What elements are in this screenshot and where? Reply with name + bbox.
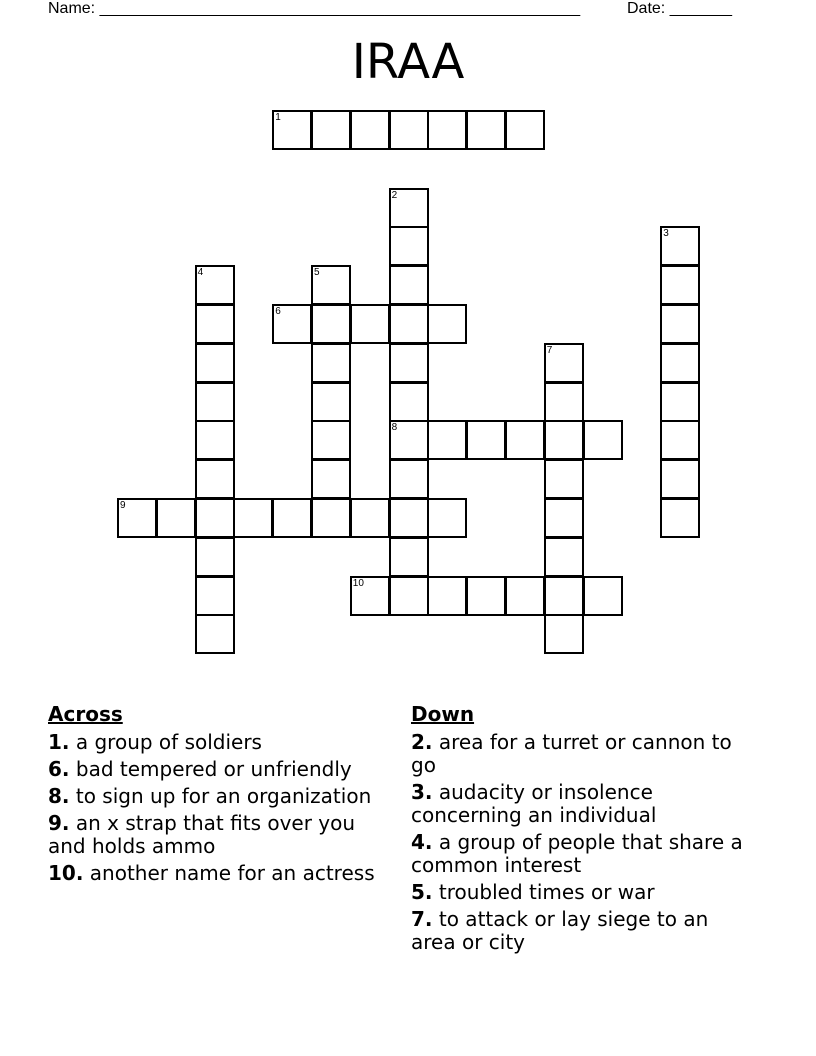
grid-cell[interactable] xyxy=(505,420,545,460)
clue-text: area for a turret or cannon to go xyxy=(411,730,732,777)
clue-text: bad tempered or unfriendly xyxy=(75,757,352,781)
clue-text: to sign up for an organization xyxy=(75,784,372,808)
clue-number: 3. xyxy=(411,780,433,804)
grid-cell[interactable] xyxy=(427,110,467,150)
across-clue xyxy=(48,812,398,858)
grid-cell[interactable] xyxy=(660,459,700,499)
grid-cell[interactable] xyxy=(544,614,584,654)
grid-cell[interactable] xyxy=(389,304,429,344)
across-clues xyxy=(48,702,398,889)
down-clue xyxy=(411,731,756,777)
clue-number: 9. xyxy=(48,811,70,835)
clue-number-label: 9 xyxy=(120,500,126,511)
grid-cell[interactable] xyxy=(389,382,429,422)
grid-cell[interactable] xyxy=(195,537,235,577)
grid-cell[interactable] xyxy=(195,614,235,654)
grid-cell[interactable] xyxy=(195,459,235,499)
grid-cell[interactable] xyxy=(544,382,584,422)
across-clue xyxy=(48,785,398,808)
grid-cell[interactable] xyxy=(272,498,312,538)
clue-number: 1. xyxy=(48,730,70,754)
grid-cell[interactable] xyxy=(427,498,467,538)
grid-cell[interactable] xyxy=(505,576,545,616)
clue-number: 5. xyxy=(411,880,433,904)
grid-cell[interactable] xyxy=(583,576,623,616)
grid-cell[interactable] xyxy=(311,110,351,150)
clue-number: 10. xyxy=(48,861,84,885)
clue-number: 8. xyxy=(48,784,70,808)
clue-number-label: 10 xyxy=(352,577,364,589)
clue-number: 2. xyxy=(411,730,433,754)
down-heading: Down xyxy=(411,702,475,726)
across-clue xyxy=(48,731,398,754)
clue-text: another name for an actress xyxy=(89,861,375,885)
across-clue xyxy=(48,758,398,781)
clue-number-label: 8 xyxy=(391,422,398,434)
clue-number-label: 1 xyxy=(275,112,281,123)
grid-cell[interactable] xyxy=(350,304,390,344)
grid-cell[interactable] xyxy=(233,498,273,538)
down-clue xyxy=(411,781,756,827)
clue-text: a group of soldiers xyxy=(75,730,262,754)
clue-number-label: 2 xyxy=(391,189,398,201)
grid-cell[interactable] xyxy=(311,459,351,499)
down-clues xyxy=(411,702,756,958)
grid-cell[interactable] xyxy=(350,498,390,538)
grid-cell[interactable] xyxy=(389,343,429,383)
clue-text: a group of people that share a common interest xyxy=(411,830,743,877)
grid-cell[interactable] xyxy=(660,265,700,305)
grid-cell[interactable] xyxy=(466,420,506,460)
across-clue xyxy=(48,862,398,885)
down-clue xyxy=(411,831,756,877)
clue-number-label: 3 xyxy=(663,228,669,240)
clue-number: 4. xyxy=(411,830,433,854)
grid-cell[interactable] xyxy=(195,343,235,383)
grid-cell[interactable] xyxy=(311,343,351,383)
grid-cell[interactable] xyxy=(195,498,235,538)
grid-cell[interactable] xyxy=(544,576,584,616)
grid-cell[interactable] xyxy=(311,420,351,460)
grid-cell[interactable] xyxy=(389,537,429,577)
across-heading: Across xyxy=(48,702,123,726)
down-clue xyxy=(411,908,756,954)
across-clue-list xyxy=(48,731,398,885)
grid-cell[interactable] xyxy=(544,498,584,538)
grid-cell[interactable] xyxy=(389,110,429,150)
grid-cell[interactable] xyxy=(660,420,700,460)
clue-number-label: 5 xyxy=(314,267,320,279)
grid-cell[interactable] xyxy=(156,498,196,538)
grid-cell[interactable] xyxy=(660,382,700,422)
clue-text: audacity or insolence concerning an individual xyxy=(411,780,657,827)
clue-number: 7. xyxy=(411,907,433,931)
grid-cell[interactable] xyxy=(466,110,506,150)
grid-cell[interactable] xyxy=(389,576,429,616)
grid-cell[interactable] xyxy=(427,304,467,344)
clue-text: to attack or lay siege to an area or city xyxy=(411,907,709,954)
grid-cell[interactable] xyxy=(544,537,584,577)
grid-cell[interactable] xyxy=(195,576,235,616)
grid-cell[interactable] xyxy=(505,110,545,150)
clue-text: troubled times or war xyxy=(438,880,655,904)
grid-cell[interactable] xyxy=(389,226,429,266)
grid-cell[interactable] xyxy=(427,576,467,616)
grid-cell[interactable] xyxy=(660,498,700,538)
grid-cell[interactable] xyxy=(195,382,235,422)
clue-number-label: 7 xyxy=(546,344,553,356)
grid-cell[interactable] xyxy=(311,382,351,422)
grid-cell[interactable] xyxy=(583,420,623,460)
puzzle-title: IRAA xyxy=(351,34,465,90)
grid-cell[interactable] xyxy=(195,420,235,460)
clue-text: an x strap that fits over you and holds ammo xyxy=(48,811,356,858)
clue-number-label: 6 xyxy=(275,306,281,317)
grid-cell[interactable] xyxy=(544,459,584,499)
clue-number-label: 4 xyxy=(197,267,204,279)
grid-cell[interactable] xyxy=(427,420,467,460)
down-clue-list xyxy=(411,731,756,954)
grid-cell[interactable] xyxy=(311,498,351,538)
date-field-label[interactable]: Date: _______ xyxy=(627,0,732,17)
grid-cell[interactable] xyxy=(466,576,506,616)
grid-cell[interactable] xyxy=(389,459,429,499)
grid-cell[interactable] xyxy=(660,304,700,344)
clue-number: 6. xyxy=(48,757,70,781)
name-field-label[interactable]: Name: ______________________________________________________ xyxy=(48,0,581,17)
grid-cell[interactable] xyxy=(311,304,351,344)
grid-cell[interactable] xyxy=(195,304,235,344)
down-clue xyxy=(411,881,756,904)
grid-cell[interactable] xyxy=(660,343,700,383)
grid-cell[interactable] xyxy=(389,498,429,538)
grid-cell[interactable] xyxy=(544,420,584,460)
grid-cell[interactable] xyxy=(350,110,390,150)
grid-cell[interactable] xyxy=(389,265,429,305)
